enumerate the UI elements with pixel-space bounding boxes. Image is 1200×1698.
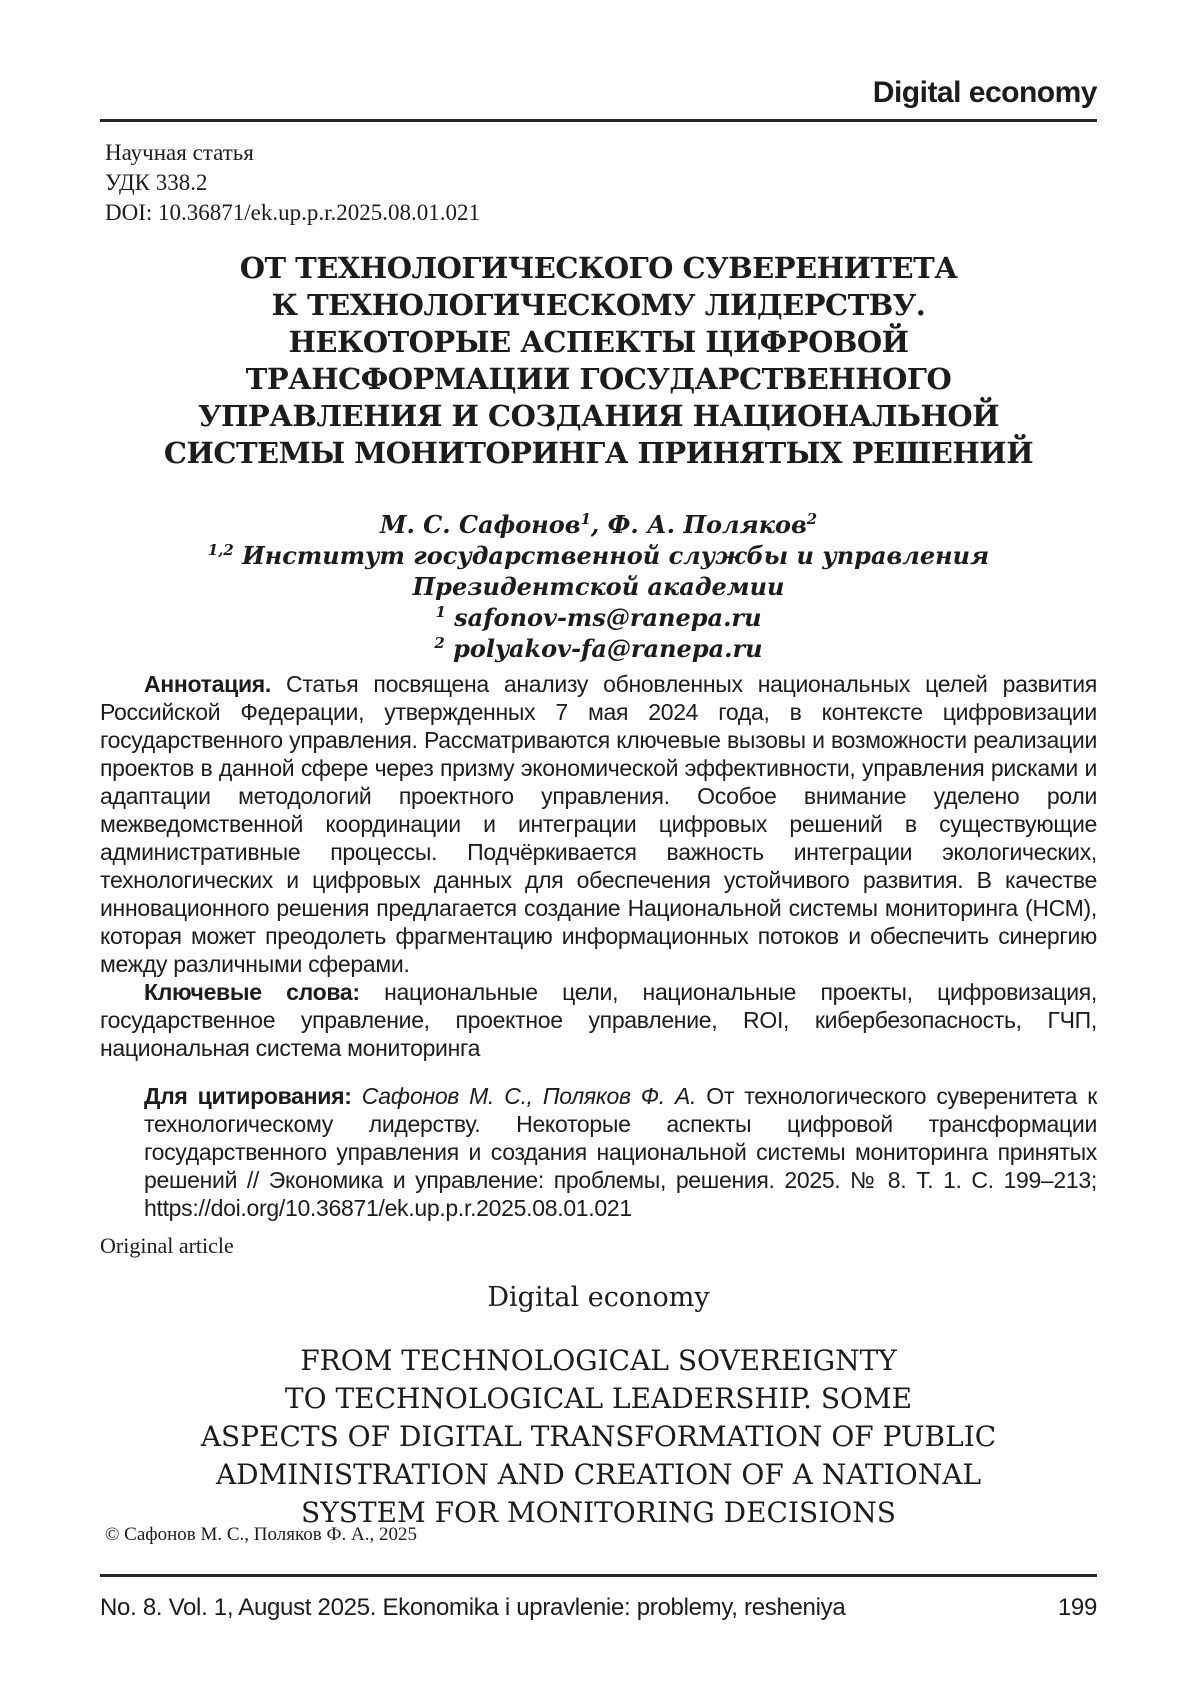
- authors-block: [100, 509, 1097, 664]
- abstract-text: Статья посвящена анализу обновленных национальных целей развития Российской Федерации, утвержденных 7 мая 2024 года, в контексте цифровизации государственного управления. Рассматриваются ключевые вызовы и возможности реализации проектов в данной сфере через призму экономической эффективности, управления рисками и адаптации методологий проектного управления. Особое внимание уделено роли межведомственной координации и интеграции цифровых решений в существующие административные процессы. Подчёркивается важность интеграции экологических, технологических и цифровых данных для обеспечения устойчивого развития. В качестве инновационного решения предлагается создание Национальной системы мониторинга (НСМ), которая может преодолеть фрагментацию информационных потоков и обеспечить синергию между различными сферами.: [100, 671, 1097, 977]
- citation-label: Для цитирования:: [144, 1083, 352, 1109]
- affiliation-line-1: [100, 540, 1097, 571]
- affiliation-superscript: 1,2: [207, 541, 234, 559]
- author-1-name: М. С. Сафонов: [379, 510, 581, 539]
- copyright-line: © Сафонов М. С., Поляков Ф. А., 2025: [105, 1524, 417, 1545]
- email-2-superscript: 2: [434, 634, 445, 652]
- title-en-line: ADMINISTRATION AND CREATION OF A NATIONAL: [215, 1458, 982, 1491]
- abstract-label: Аннотация.: [144, 671, 272, 697]
- article-body: [100, 670, 1097, 1532]
- email-1-address: safonov-ms@ranepa.ru: [445, 603, 762, 632]
- article-meta: [105, 138, 480, 228]
- footer-page-number: 199: [1057, 1594, 1097, 1621]
- author-1-email-line: [100, 602, 1097, 633]
- affiliation-name: Институт государственной службы и управления: [233, 541, 990, 570]
- author-2-superscript: 2: [806, 510, 818, 528]
- author-1-superscript: 1: [580, 510, 591, 528]
- title-ru-line: НЕКОТОРЫЕ АСПЕКТЫ ЦИФРОВОЙ: [288, 325, 909, 359]
- title-english: [100, 1342, 1097, 1532]
- footer-rule: [100, 1574, 1097, 1577]
- title-en-line: TO TECHNOLOGICAL LEADERSHIP. SOME: [284, 1382, 913, 1415]
- section-heading-english: Digital economy: [487, 1282, 710, 1313]
- article-type-label: Научная статья: [105, 140, 254, 165]
- original-article-label: Original article: [100, 1233, 234, 1258]
- page-footer: [100, 1594, 1097, 1622]
- title-en-line: FROM TECHNOLOGICAL SOVEREIGNTY: [300, 1344, 897, 1377]
- citation-authors: Сафонов М. С., Поляков Ф. А.: [351, 1083, 697, 1109]
- author-2-email-line: [100, 633, 1097, 664]
- title-russian: [100, 250, 1097, 472]
- title-ru-line: ТРАНСФОРМАЦИИ ГОСУДАРСТВЕННОГО: [245, 362, 952, 396]
- email-1-superscript: 1: [435, 603, 446, 621]
- email-2-address: polyakov-fa@ranepa.ru: [444, 634, 763, 663]
- keywords-text: национальные цели, национальные проекты, цифровизация, государственное управление, проектное управление, ROI, кибербезопасность, ГЧП, национальная система мониторинга: [100, 979, 1097, 1061]
- keywords-label: Ключевые слова:: [144, 979, 360, 1005]
- keywords-paragraph: [100, 978, 1097, 1062]
- title-en-line: SYSTEM FOR MONITORING DECISIONS: [301, 1496, 896, 1529]
- title-ru-line: УПРАВЛЕНИЯ И СОЗДАНИЯ НАЦИОНАЛЬНОЙ: [197, 399, 1000, 433]
- authors-names: [100, 509, 1097, 540]
- udc-code: УДК 338.2: [105, 170, 208, 195]
- footer-journal-line: No. 8. Vol. 1, August 2025. Ekonomika i upravlenie: problemy, resheniya: [100, 1594, 846, 1621]
- title-ru-line: ОТ ТЕХНОЛОГИЧЕСКОГО СУВЕРЕНИТЕТА: [239, 251, 958, 285]
- citation-text: От технологического суверенитета к технологическому лидерству. Некоторые аспекты цифровой трансформации государственного управления и создания национальной системы мониторинга принятых решений // Экономика и управление: проблемы, решения. 2025. № 8. Т. 1. С. 199–213; https://doi.org/10.36871/ek.up.p.r.2025.08.01.021: [144, 1083, 1097, 1221]
- citation-paragraph: [144, 1082, 1097, 1222]
- title-ru-line: СИСТЕМЫ МОНИТОРИНГА ПРИНЯТЫХ РЕШЕНИЙ: [163, 436, 1034, 470]
- running-head-section: Digital economy: [872, 76, 1097, 109]
- header-rule: [100, 119, 1097, 122]
- author-2-name: , Ф. А. Поляков: [590, 510, 807, 539]
- title-en-line: ASPECTS OF DIGITAL TRANSFORMATION OF PUBLIC: [200, 1420, 997, 1453]
- abstract-paragraph: [100, 670, 1097, 978]
- doi-line: DOI: 10.36871/ek.up.p.r.2025.08.01.021: [105, 200, 481, 225]
- title-ru-line: К ТЕХНОЛОГИЧЕСКОМУ ЛИДЕРСТВУ.: [271, 288, 926, 322]
- affiliation-line-2: Президентской академии: [412, 572, 785, 601]
